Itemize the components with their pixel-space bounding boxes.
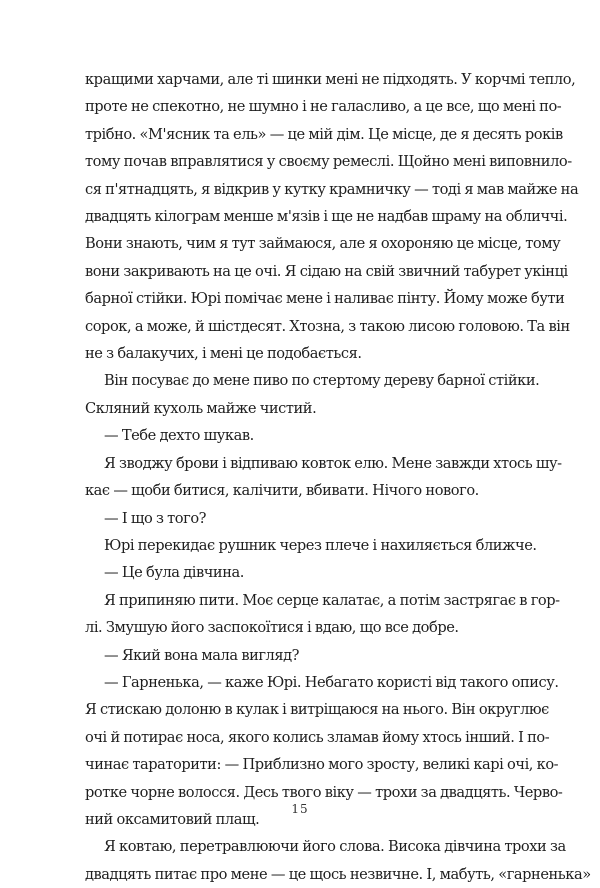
- text-line: — Це була дівчина.: [104, 564, 244, 582]
- body-text: [85, 66, 591, 888]
- text-line: сорок, а може, й шістдесят. Хтозна, з такою лисою головою. Та він: [85, 317, 570, 335]
- text-line: Я стискаю долоню в кулак і витріщаюся на нього. Він округлює: [85, 701, 549, 719]
- text-line: — І що з того?: [104, 509, 207, 527]
- text-line: Вони знають, чим я тут займаюся, але я охороняю це місце, тому: [85, 235, 561, 253]
- text-line: трібно. «М'ясник та ель» — це мій дім. Це місце, де я десять років: [85, 125, 563, 143]
- text-line: двадцять питає про мене — це щось незвичне. І, мабуть, «гарненька»: [85, 865, 591, 883]
- text-line: Я зводжу брови і відпиваю ковток елю. Мене завжди хтось шу-: [104, 454, 562, 472]
- text-line: кращими харчами, але ті шинки мені не підходять. У корчмі тепло,: [85, 71, 576, 88]
- text-line: лі. Змушую його заспокоїтися і вдаю, що все добре.: [85, 619, 459, 637]
- text-line: Він посуває до мене пиво по стертому дереву барної стійки.: [104, 372, 540, 390]
- text-line: не з балакучих, і мені це подобається.: [85, 345, 362, 363]
- text-line: проте не спекотно, не шумно і не галасливо, а це все, що мені по-: [85, 98, 562, 116]
- text-line: — Гарненька, — каже Юрі. Небагато користі від такого опису.: [104, 673, 559, 691]
- text-line: Я ковтаю, перетравлюючи його слова. Висока дівчина трохи за: [104, 838, 566, 856]
- text-line: ротке чорне волосся. Десь твого віку — трохи за двадцять. Черво-: [85, 783, 563, 801]
- text-line: Юрі перекидає рушник через плече і нахиляється ближче.: [104, 536, 537, 554]
- text-line: кає — щоби битися, калічити, вбивати. Нічого нового.: [85, 482, 479, 500]
- text-line: — Який вона мала вигляд?: [104, 646, 300, 664]
- text-line: — Тебе дехто шукав.: [104, 427, 254, 445]
- text-line: ся п'ятнадцять, я відкрив у кутку крамничку — тоді я мав майже на: [85, 180, 579, 198]
- text-line: Я припиняю пити. Моє серце калатає, а потім застрягає в гор-: [104, 591, 560, 609]
- text-line: Скляний кухоль майже чистий.: [85, 399, 317, 417]
- page-number: 15: [291, 802, 309, 816]
- text-line: двадцять кілограм менше м'язів і ще не надбав шраму на обличчі.: [85, 208, 568, 226]
- text-line: вони закривають на це очі. Я сідаю на свій звичний табурет укінці: [85, 262, 568, 280]
- text-line: очі й потирає носа, якого колись зламав йому хтось інший. І по-: [85, 728, 550, 746]
- text-line: тому почав вправлятися у своєму ремеслі. Щойно мені виповнило-: [85, 153, 572, 171]
- text-line: барної стійки. Юрі помічає мене і наливає пінту. Йому може бути: [85, 290, 565, 308]
- text-line: ний оксамитовий плащ.: [85, 810, 260, 828]
- text-line: чинає тараторити: — Приблизно мого зросту, великі карі очі, ко-: [85, 756, 559, 774]
